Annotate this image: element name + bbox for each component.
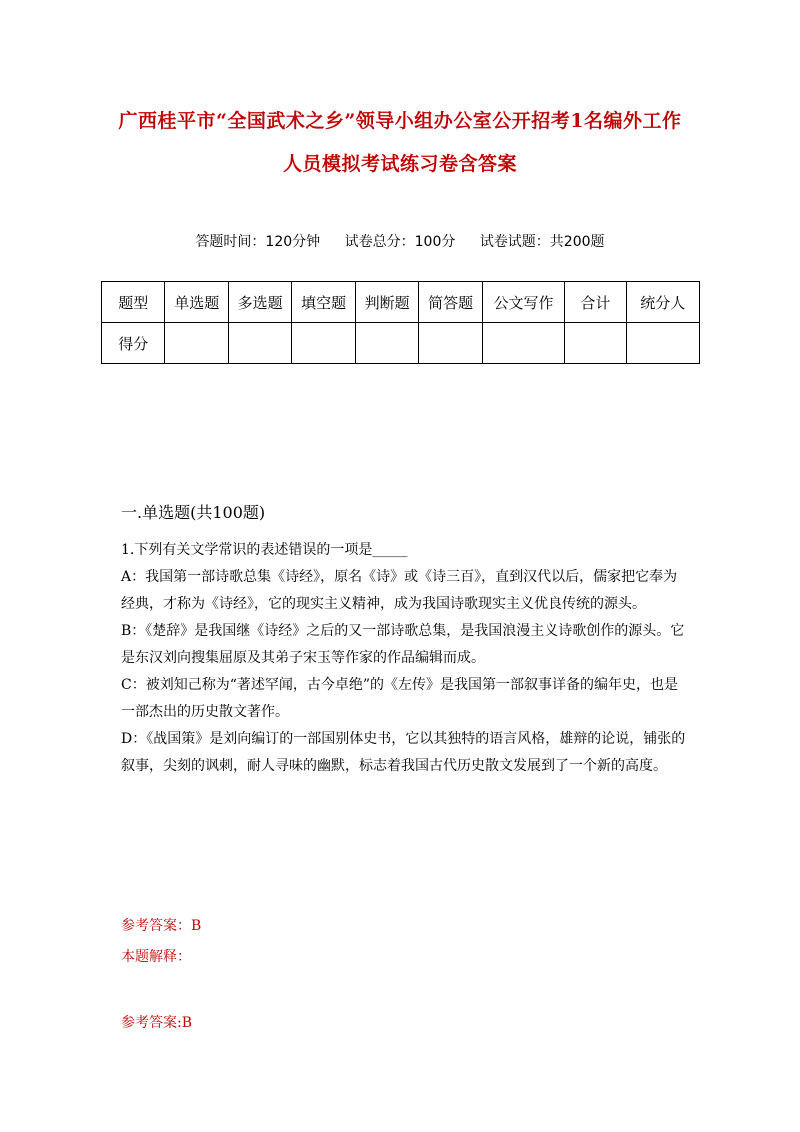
score-header-cell: 填空题 xyxy=(292,282,355,323)
section-title: 一.单选题(共100题) xyxy=(121,503,266,522)
score-header-cell: 题型 xyxy=(102,282,165,323)
score-cell[interactable] xyxy=(228,323,291,364)
exam-total-score: 试卷总分：100分 xyxy=(344,234,456,250)
exam-question-count: 试卷试题：共200题 xyxy=(479,234,605,250)
score-cell[interactable] xyxy=(565,323,626,364)
reference-answer: 参考答案：B xyxy=(121,918,202,934)
exam-time: 答题时间：120分钟 xyxy=(195,234,321,250)
option-d: D：《战国策》是刘向编订的一部国别体史书，它以其独特的语言风格，雄辩的论说，铺张的叙事，尖刻的讽刺，耐人寻味的幽默，标志着我国古代历史散文发展到了一个新的高度。 xyxy=(121,731,686,774)
score-row-label: 得分 xyxy=(102,323,165,364)
explanation-label: 本题解释： xyxy=(121,949,191,965)
score-header-cell: 单选题 xyxy=(165,282,228,323)
score-header-cell: 统分人 xyxy=(626,282,699,323)
question-1 xyxy=(121,537,691,780)
score-cell[interactable] xyxy=(482,323,564,364)
doc-title-line2: 人员模拟考试练习卷含答案 xyxy=(282,153,517,175)
score-table-header-row xyxy=(102,282,700,323)
reference-answer-2: 参考答案:B xyxy=(121,1015,193,1031)
doc-title-line1: 广西桂平市“全国武术之乡”领导小组办公室公开招考1名编外工作 xyxy=(118,110,682,132)
option-b: B：《楚辞》是我国继《诗经》之后的又一部诗歌总集，是我国浪漫主义诗歌创作的源头。它是东汉刘向搜集屈原及其弟子宋玉等作家的作品编辑而成。 xyxy=(121,623,685,666)
exam-meta xyxy=(0,231,800,251)
score-cell[interactable] xyxy=(165,323,228,364)
score-cell[interactable] xyxy=(292,323,355,364)
question-stem: 1.下列有关文学常识的表述错误的一项是_____ xyxy=(121,542,408,558)
score-header-cell: 合计 xyxy=(565,282,626,323)
option-c: C：被刘知己称为“著述罕闻，古今卓绝”的《左传》是我国第一部叙事详备的编年史，也是一部杰出的历史散文著作。 xyxy=(121,677,679,720)
score-cell[interactable] xyxy=(626,323,699,364)
score-header-cell: 多选题 xyxy=(228,282,291,323)
score-header-cell: 判断题 xyxy=(355,282,418,323)
score-cell[interactable] xyxy=(355,323,418,364)
score-header-cell: 简答题 xyxy=(419,282,482,323)
score-cell[interactable] xyxy=(419,323,482,364)
score-header-cell: 公文写作 xyxy=(482,282,564,323)
score-table-score-row xyxy=(102,323,700,364)
score-table xyxy=(101,281,700,364)
option-a: A：我国第一部诗歌总集《诗经》，原名《诗》或《诗三百》，直到汉代以后，儒家把它奉为经典，才称为《诗经》，它的现实主义精神，成为我国诗歌现实主义优良传统的源头。 xyxy=(121,569,678,612)
